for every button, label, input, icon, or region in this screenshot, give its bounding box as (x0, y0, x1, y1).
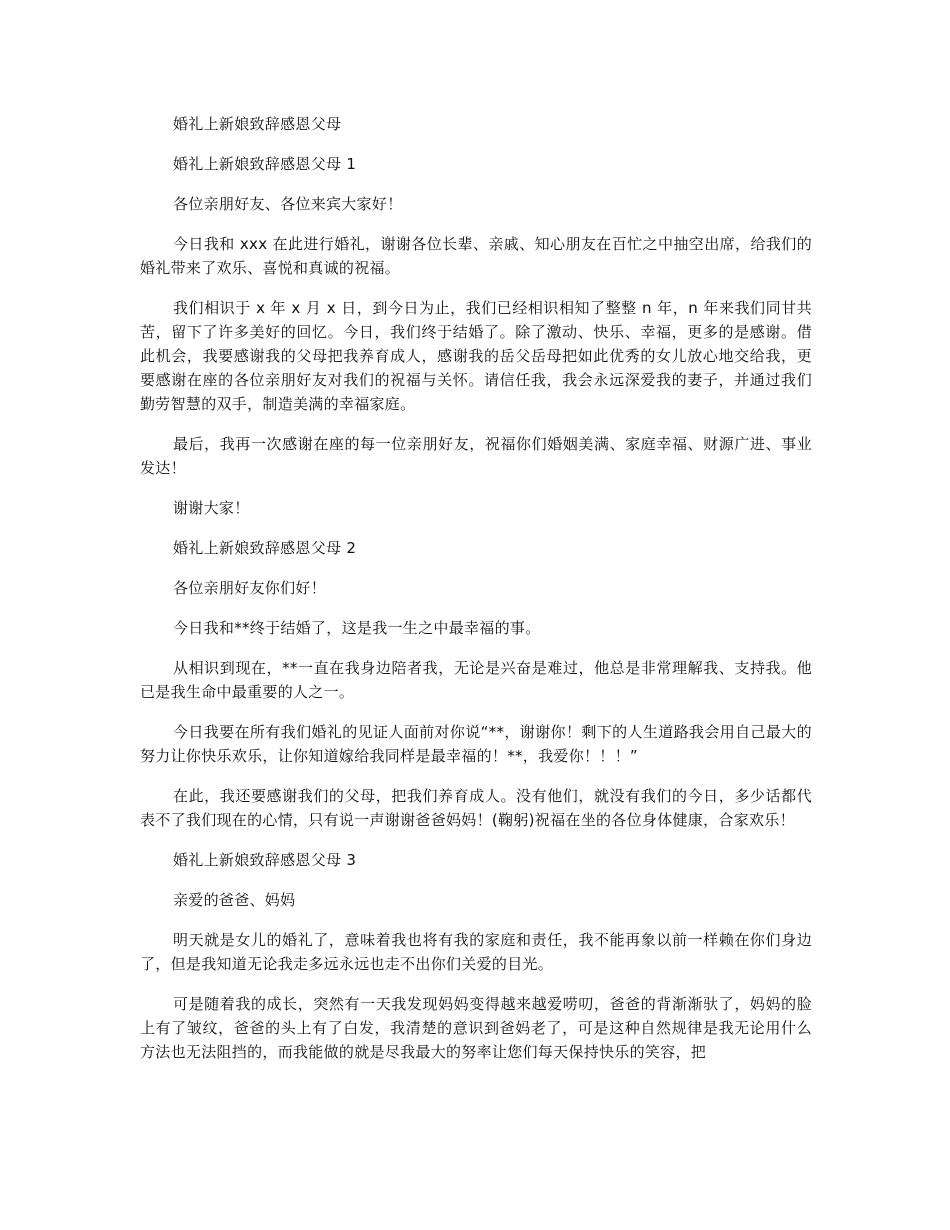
paragraph: 我们相识于 x 年 x 月 x 日，到今日为止，我们已经相识相知了整整 n 年，n 年来我们同甘共苦，留下了许多美好的回忆。今日，我们终于结婚了。除了激动、快乐、幸福，更多的是感谢。借此机会，我要感谢我的父母把我养育成人，感谢我的岳父岳母把如此优秀的女儿放心地交给我，更要感谢在座的各位亲朋好友对我们的祝福与关怀。请信任我，我会永远深爱我的妻子，并通过我们勤劳智慧的双手，制造美满的幸福家庭。 (140, 299, 812, 413)
paragraph: 从相识到现在，**一直在我身边陪者我，无论是兴奋是难过，他总是非常理解我、支持我。他已是我生命中最重要的人之一。 (140, 659, 812, 701)
section-heading-1: 婚礼上新娘致辞感恩父母 1 (173, 155, 357, 173)
document-body (140, 112, 812, 1080)
document-title: 婚礼上新娘致辞感恩父母 (173, 115, 342, 133)
paragraph: 今日我和**终于结婚了，这是我一生之中最幸福的事。 (173, 619, 541, 637)
section-heading-3: 婚礼上新娘致辞感恩父母 3 (173, 851, 357, 869)
paragraph: 最后，我再一次感谢在座的每一位亲朋好友，祝福你们婚姻美满、家庭幸福、财源广进、事业发达！ (140, 435, 812, 477)
paragraph: 各位亲朋好友、各位来宾大家好！ (173, 195, 403, 213)
paragraph: 可是随着我的成长，突然有一天我发现妈妈变得越来越爱唠叨，爸爸的背渐渐驮了，妈妈的脸上有了皱纹，爸爸的头上有了白发，我清楚的意识到爸妈老了，可是这种自然规律是我无论用什么方法也无法阻挡的，而我能做的就是尽我最大的努率让您们每天保持快乐的笑容，把 (140, 995, 812, 1061)
paragraph: 今日我要在所有我们婚礼的见证人面前对你说“**，谢谢你！剩下的人生道路我会用自己最大的努力让你快乐欢乐，让你知道嫁给我同样是最幸福的！**，我爱你！！！” (140, 723, 812, 765)
paragraph: 在此，我还要感谢我们的父母，把我们养育成人。没有他们，就没有我们的今日，多少话都代表不了我们现在的心情，只有说一声谢谢爸爸妈妈！(鞠躬)祝福在坐的各位身体健康，合家欢乐！ (140, 787, 812, 829)
paragraph: 亲爱的爸爸、妈妈 (173, 891, 296, 909)
paragraph: 各位亲朋好友你们好！ (173, 579, 327, 597)
paragraph: 明天就是女儿的婚礼了，意味着我也将有我的家庭和责任，我不能再象以前一样赖在你们身边了，但是我知道无论我走多远永远也走不出你们关爱的目光。 (140, 931, 812, 973)
section-heading-2: 婚礼上新娘致辞感恩父母 2 (173, 539, 357, 557)
paragraph: 今日我和 xxx 在此进行婚礼，谢谢各位长辈、亲戚、知心朋友在百忙之中抽空出席，给我们的婚礼带来了欢乐、喜悦和真诚的祝福。 (140, 235, 812, 277)
paragraph: 谢谢大家！ (173, 499, 250, 517)
